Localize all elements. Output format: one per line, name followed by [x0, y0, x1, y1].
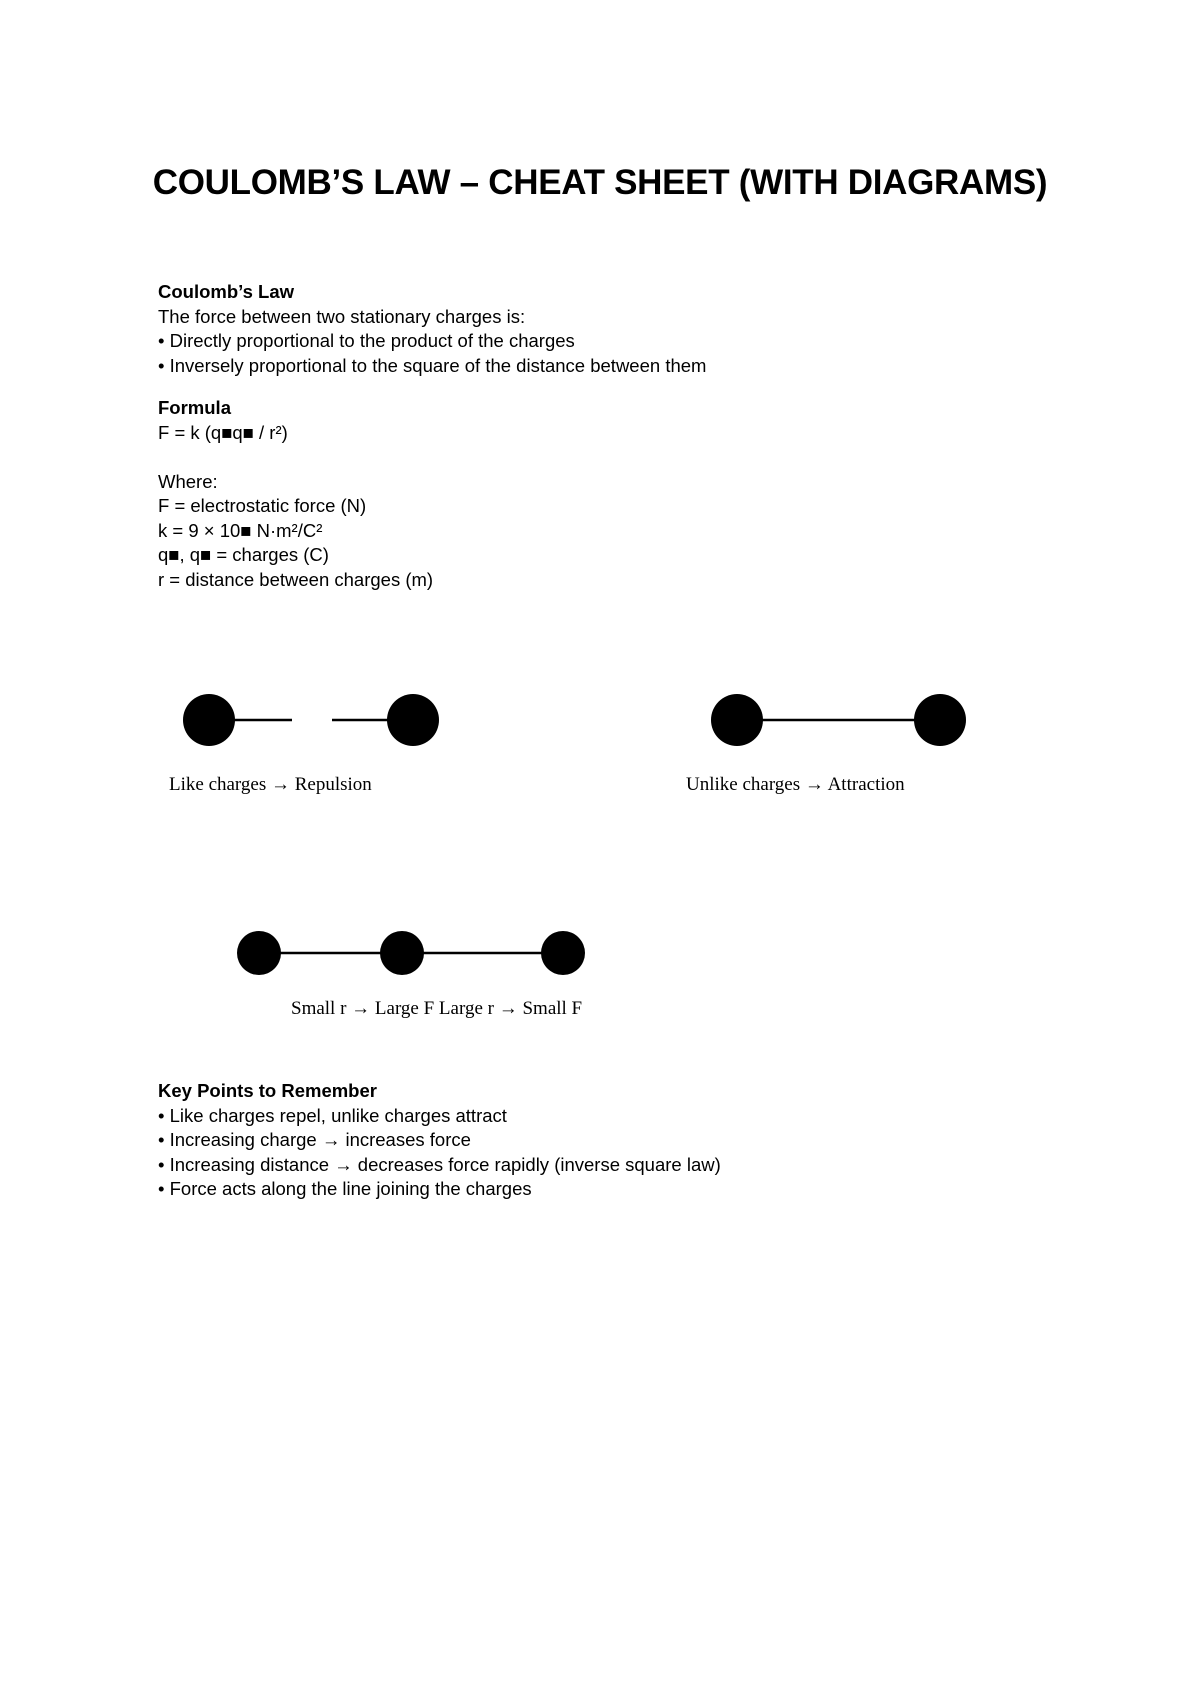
lead-text: The force between two stationary charges is:	[158, 305, 526, 327]
definition-item: q■, q■ = charges (C)	[158, 544, 329, 565]
distance-caption: Small r → Large F Large r → Small F	[291, 998, 583, 1019]
definition-item: k = 9 × 10■ N·m²/C²	[158, 519, 323, 541]
section-heading: Key Points to Remember	[158, 1080, 377, 1101]
charge-circle	[183, 694, 235, 746]
page-title: COULOMB’S LAW – CHEAT SHEET (WITH DIAGRAMS)	[152, 163, 1048, 202]
key-points-section	[158, 1079, 721, 1202]
bullet-item: • Increasing charge → increases force	[158, 1129, 471, 1150]
bullet-item: • Directly proportional to the product of the charges	[158, 330, 575, 351]
bullet-item: • Inversely proportional to the square of the distance between them	[158, 354, 707, 376]
bullet-item: • Force acts along the line joining the charges	[158, 1178, 532, 1199]
where-label: Where:	[158, 470, 218, 492]
charge-circle	[387, 694, 439, 746]
charge-circle	[914, 694, 966, 746]
distance-diagram	[237, 931, 585, 1019]
charge-circle	[380, 931, 424, 975]
bullet-item: • Like charges repel, unlike charges attract	[158, 1104, 507, 1126]
definition-item: r = distance between charges (m)	[158, 568, 434, 590]
like-charges-caption: Like charges → Repulsion	[169, 774, 372, 795]
like-charges-diagram	[169, 694, 439, 795]
charge-circle	[711, 694, 763, 746]
unlike-charges-diagram	[686, 694, 966, 795]
charge-circle	[541, 931, 585, 975]
section-heading: Formula	[158, 397, 231, 418]
unlike-charges-caption: Unlike charges → Attraction	[686, 774, 905, 795]
formula-equation: F = k (q■q■ / r²)	[158, 421, 288, 443]
definition-item: F = electrostatic force (N)	[158, 495, 367, 516]
charge-circle	[237, 931, 281, 975]
bullet-item: • Increasing distance → decreases force rapidly (inverse square law)	[158, 1153, 721, 1175]
section-heading: Coulomb’s Law	[158, 281, 295, 302]
